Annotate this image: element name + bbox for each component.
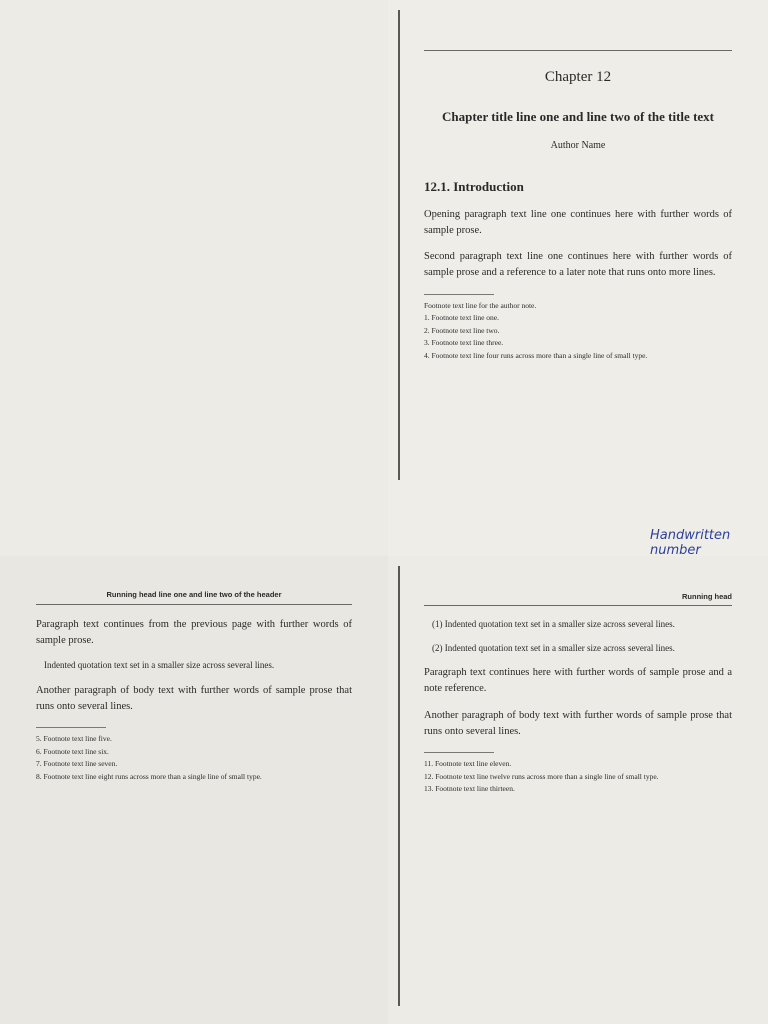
- footnote: 2. Footnote text line two.: [424, 325, 500, 335]
- paragraph: Another paragraph of body text with further words of sample prose that runs onto several lines.: [36, 684, 352, 713]
- footnote: 11. Footnote text line eleven.: [424, 759, 512, 769]
- handwritten-page-number: Handwritten number: [650, 528, 731, 556]
- running-head: Running head: [682, 592, 732, 601]
- footnote-rule: [424, 752, 494, 753]
- footnote: 6. Footnote text line six.: [36, 746, 109, 756]
- paragraph: Paragraph text continues here with further words of sample prose and a note reference.: [424, 667, 732, 695]
- footnote: 8. Footnote text line eight runs across more than a single line of small type.: [36, 771, 262, 781]
- footnote: 12. Footnote text line twelve runs across more than a single line of small type.: [424, 771, 659, 781]
- running-head-rule: [36, 604, 352, 605]
- paragraph: Opening paragraph text line one continues here with further words of sample prose.: [424, 208, 732, 236]
- block-quote: (1) Indented quotation text set in a smaller size across several lines.: [432, 619, 675, 629]
- chapter-title: Chapter title line one and line two of the title text: [442, 109, 714, 124]
- footnote: 5. Footnote text line five.: [36, 734, 112, 744]
- chapter-number: Chapter 12: [544, 69, 612, 85]
- section-heading: 12.1. Introduction: [424, 178, 524, 194]
- footnote: 7. Footnote text line seven.: [36, 759, 118, 769]
- page-bottom-left: [0, 556, 388, 1024]
- footnote: 13. Footnote text line thirteen.: [424, 784, 515, 794]
- footnote: Footnote text line for the author note.: [424, 300, 537, 310]
- page-chapter-opening: [388, 0, 768, 556]
- footnote: 4. Footnote text line four runs across more than a single line of small type.: [424, 350, 648, 360]
- running-head-rule: [424, 605, 732, 606]
- page-top-left: [0, 0, 388, 556]
- block-quote: (2) Indented quotation text set in a smaller size across several lines.: [432, 642, 675, 653]
- chapter-rule: [424, 50, 732, 51]
- paragraph: Another paragraph of body text with further words of sample prose that runs onto several lines.: [424, 709, 732, 737]
- page-bottom-right: [388, 556, 768, 1024]
- footnote: 3. Footnote text line three.: [424, 338, 504, 348]
- block-quote: Indented quotation text set in a smaller size across several lines.: [44, 660, 275, 671]
- binding-spine-bottom: [398, 566, 400, 1006]
- paragraph: Second paragraph text line one continues here with further words of sample prose and a reference to a later note that runs onto more lines.: [424, 251, 732, 279]
- footnote: 1. Footnote text line one.: [424, 313, 499, 323]
- binding-spine-top: [398, 10, 400, 480]
- footnote-rule: [424, 294, 494, 295]
- author-name: Author Name: [550, 139, 606, 151]
- paragraph: Paragraph text continues from the previous page with further words of sample prose.: [36, 618, 352, 647]
- footnote-rule: [36, 727, 106, 728]
- running-head: Running head line one and line two of the header: [106, 590, 282, 599]
